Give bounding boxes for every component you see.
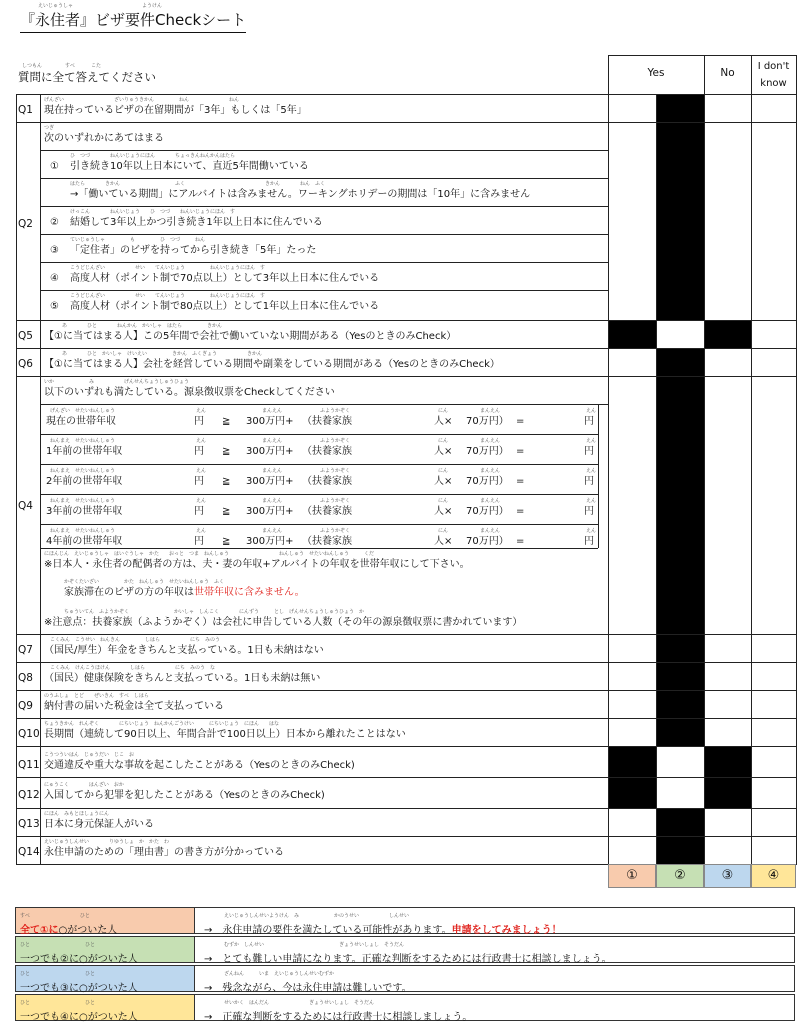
legend-row [15, 994, 795, 1021]
legend-right-text [204, 921, 562, 936]
legend-left-cell [16, 937, 195, 965]
grid-line [796, 55, 797, 864]
instruction-ruby-kotae: こた [91, 63, 102, 69]
grid-line [16, 94, 17, 864]
legend-right-text [204, 950, 612, 965]
q9-number: Q9 [18, 700, 33, 712]
q1-ruby: げんざい ざいりゅうきかん ねん ねん [44, 97, 240, 103]
grid-line [16, 808, 797, 809]
col-header-no: No [720, 67, 735, 79]
q7-ruby: こくみん こうせい ねんきん しはら にち みのう [50, 637, 221, 643]
q6-text: 【①に当てはまる人】会社を経営している期間や副業をしている期間がある（YesのときのみCheck） [44, 359, 500, 370]
q12-text: 入国してから犯罪を犯したことがある（YesのときのみCheck) [44, 790, 325, 801]
grid-line [16, 320, 797, 321]
legend-arrow: → [204, 925, 213, 936]
legend-arrow: → [204, 1012, 213, 1023]
q2-item-3-mark: ③ [50, 245, 59, 256]
legend-left-ruby: ひと ひと [20, 1000, 96, 1006]
q4-row-yen2: 円 [584, 476, 594, 487]
legend-right-main: 残念ながら、今は永住申請は難しいです。 [222, 983, 412, 994]
q4-row-fuyo: （扶養家族 [302, 536, 352, 547]
q4-row-yen2: 円 [584, 446, 594, 457]
grid-line [40, 150, 608, 151]
q11-text: 交通違反や重大な事故を起こしたことがある（YesのときのみCheck) [44, 760, 355, 771]
q4-row-geq: ≧ [222, 446, 231, 457]
q13-number: Q13 [18, 818, 40, 830]
q4-row-yen-ruby: えん [196, 528, 207, 534]
grid-line [40, 206, 608, 207]
legend-left-post: ○がついた人 [78, 1012, 138, 1023]
legend-right-main: とても難しい申請になります。正確な判断をするためには行政書士に相談しましょう。 [222, 954, 612, 965]
q4-row-per-amount: 70万円） [466, 476, 509, 487]
legend-left-cell [16, 966, 195, 994]
col-number-3: ③ [704, 864, 751, 888]
legend-left-text [20, 1008, 138, 1023]
q2-item-2-mark: ② [50, 217, 59, 228]
title-ruby-yoken: ようけん [142, 3, 163, 9]
q4-row-yen2-ruby: えん [586, 528, 597, 534]
q4-row-per-ruby: にん [438, 438, 449, 444]
grid-line [704, 55, 705, 864]
q4-row-per-ruby: にん [438, 528, 449, 534]
q4-row-eq: = [516, 476, 525, 487]
q2-intro-ruby: つぎ [44, 125, 55, 131]
legend-right-main: 正確な判断をするためには行政書士に相談しましょう。 [222, 1012, 473, 1023]
grid-line [16, 777, 797, 778]
q4-row-yen2-ruby: えん [586, 468, 597, 474]
q4-row-yen-ruby: えん [196, 468, 207, 474]
instruction-text: 質問に全て答えてください [18, 70, 156, 84]
q4-row-yen-ruby: えん [196, 438, 207, 444]
col-number-2: ② [656, 864, 704, 888]
legend-left-post: ○がついた人 [78, 954, 138, 965]
q14-text: 永住申請のための「理由書」の書き方が分かっている [44, 847, 284, 858]
grid-line [40, 404, 608, 405]
q4-note2-red: 世帯年収に含みません。 [194, 587, 305, 598]
legend-left-post: ○がついた人 [58, 925, 118, 936]
q4-row-yen: 円 [194, 506, 204, 517]
q4-row-per-amount: 70万円） [466, 416, 509, 427]
q4-row-yen-ruby: えん [196, 408, 207, 414]
q14-number: Q14 [18, 846, 40, 858]
grid-line [40, 178, 608, 179]
q4-row-label-ruby: げんざい せたいねんしゅう [50, 408, 116, 414]
q2-item-1-text: 引き続き10年以上日本にいて、直近5年間働いている [70, 161, 309, 172]
grid-line [40, 494, 598, 495]
legend-right-ruby: せいかく はんだん ぎょうせいしょし そうだん [224, 1000, 375, 1006]
q11-number: Q11 [18, 759, 40, 771]
q2-item-1-mark: ① [50, 161, 59, 172]
q4-row-label: 1年前の世帯年収 [46, 446, 123, 457]
q4-row-fuyo-ruby: ふようかぞく [320, 468, 351, 474]
q4-row-label-ruby: ねんまえ せたいねんしゅう [50, 498, 116, 504]
q4-row-geq: ≧ [222, 416, 231, 427]
grid-line [40, 464, 598, 465]
q1-number: Q1 [18, 104, 33, 116]
q4-row-per: 人× [434, 416, 453, 427]
q4-note1-ruby: にほんじん えいじゅうしゃ はいぐうしゃ かた おっと つま ねんしゅう ねんしゅう せたいねんしゅう くだ [44, 551, 375, 557]
q7-text: （国民/厚生）年金をきちんと支払っている。1日も未納はない [44, 645, 324, 656]
legend-right-main: 永住申請の要件を満たしている可能性があります。 [222, 925, 452, 936]
q9-text: 納付書の届いた税金は全て支払っている [44, 701, 224, 712]
q4-row-yen2-ruby: えん [586, 408, 597, 414]
q4-row-per-amount-ruby: まんえん [480, 408, 501, 414]
col-number-4: ④ [751, 864, 796, 888]
q4-row-base-ruby: まんえん [262, 468, 283, 474]
q4-row-eq: = [516, 446, 525, 457]
q4-row-per-amount-ruby: まんえん [480, 528, 501, 534]
q4-row-base-ruby: まんえん [262, 438, 283, 444]
instruction-ruby-shitsumon: しつもん [22, 63, 43, 69]
black-cell-yes1-q5 [608, 320, 656, 348]
q4-row-base: 300万円+ [246, 536, 294, 547]
q2-item-note-ruby: はたら きかん ふく きかん ねん ふく [70, 181, 326, 187]
q4-row-per: 人× [434, 506, 453, 517]
q4-row-fuyo: （扶養家族 [302, 416, 352, 427]
q1-text: 現在持っているビザの在留期間が「3年」もしくは「5年」 [44, 105, 307, 116]
q4-row-fuyo-ruby: ふようかぞく [320, 408, 351, 414]
q14-ruby: えいじゅうしんせい りゆうしょ か かた わ [44, 839, 170, 845]
black-cell-yes2-q6q10 [656, 348, 704, 746]
q6-number: Q6 [18, 358, 33, 370]
q10-text: 長期間（連続して90日以上、年間合計で100日以上）日本から離れたことはない [44, 729, 406, 740]
q10-number: Q10 [18, 728, 40, 740]
grid-line [40, 262, 608, 263]
q2-item-5-text: 高度人材（ポイント制で80点以上）として1年以上日本に住んでいる [70, 301, 380, 312]
q12-number: Q12 [18, 789, 40, 801]
q4-row-label-ruby: ねんまえ せたいねんしゅう [50, 468, 116, 474]
q4-row-yen: 円 [194, 416, 204, 427]
q8-ruby: こくみん けんこうほけん しはら にち みのう な [50, 665, 216, 671]
grid-line [40, 94, 41, 864]
grid-line [40, 234, 608, 235]
q11-ruby: こうつういはん じゅうだい じこ お [44, 752, 135, 758]
q4-row-base: 300万円+ [246, 416, 294, 427]
grid-line [608, 55, 609, 864]
q2-item-3-ruby: ていじゅうしゃ も ひ つづ ねん [70, 237, 206, 243]
grid-line [16, 348, 797, 349]
q4-row-fuyo-ruby: ふようかぞく [320, 438, 351, 444]
black-cell-yes2-q1q2 [656, 94, 704, 320]
legend-left-ruby: すべ ひと [20, 913, 90, 919]
q9-ruby: のうふしょ とど ぜいきん すべ しはら [44, 693, 149, 699]
q4-row-per: 人× [434, 446, 453, 457]
q2-number: Q2 [18, 218, 33, 230]
q4-row-base-ruby: まんえん [262, 528, 283, 534]
legend-right-ruby: えいじゅうしんせいようけん み かのうせい しんせい [224, 913, 410, 919]
q4-note3: ※注意点：扶養家族（ふようかぞく）は会社に申告している人数（その年の源泉徴収票に書かれています） [44, 617, 523, 628]
q5-text: 【①に当てはまる人】この5年間で会社で働いていない期間がある（YesのときのみCheck） [44, 331, 457, 342]
legend-right-text [204, 1008, 472, 1023]
legend-left-post: ○がついた人 [78, 983, 138, 994]
q4-note1: ※日本人・永住者の配偶者の方は、夫・妻の年収+アルバイトの年収を世帯年収にして下さい。 [44, 559, 470, 570]
q4-row-yen: 円 [194, 536, 204, 547]
grid-line [16, 94, 797, 95]
q4-row-eq: = [516, 506, 525, 517]
q4-note2-ruby: かぞくたいざい かた ねんしゅう せたいねんしゅう ふく [64, 579, 225, 585]
q8-number: Q8 [18, 672, 33, 684]
grid-line [751, 55, 752, 864]
q4-row-per-ruby: にん [438, 468, 449, 474]
q4-row-yen2-ruby: えん [586, 438, 597, 444]
legend-row [15, 936, 795, 963]
legend-left-text [20, 921, 117, 936]
grid-line [16, 376, 797, 377]
grid-line [598, 404, 599, 548]
q13-ruby: にほん みもとほしょうにん [44, 811, 110, 817]
q4-row-label: 2年前の世帯年収 [46, 476, 123, 487]
q4-row-per-amount-ruby: まんえん [480, 498, 501, 504]
q2-item-2-text: 結婚して3年以上かつ引き続き1年以上日本に住んでいる [70, 217, 323, 228]
legend-right-ruby: むずか しんせい ぎょうせいしょし そうだん [224, 942, 405, 948]
q2-item-1-ruby: ひ つづ ねんいじょうにほん ちょっきんねんかんはたら [70, 153, 236, 159]
q2-item-3-text: 「定住者」のビザを持ってから引き続き「5年」たった [70, 245, 317, 256]
q4-row-geq: ≧ [222, 506, 231, 517]
q4-row-base: 300万円+ [246, 506, 294, 517]
q4-note2-black: 家族滞在のビザの方の年収は [64, 587, 194, 598]
grid-line [16, 690, 797, 691]
legend-right-text [204, 979, 412, 994]
q2-intro: 次のいずれかにあてはまる [44, 133, 164, 144]
q5-number: Q5 [18, 330, 33, 342]
q4-number: Q4 [18, 500, 33, 512]
q2-item-4-text: 高度人材（ポイント制で70点以上）として3年以上日本に住んでいる [70, 273, 380, 284]
grid-line [16, 634, 797, 635]
legend-left-text [20, 950, 138, 965]
q10-ruby: ちょうきかん れんぞく にちいじょう ねんかんごうけい にちいじょう にほん はな [44, 721, 280, 727]
q4-row-yen2: 円 [584, 416, 594, 427]
q4-row-geq: ≧ [222, 536, 231, 547]
q4-row-yen2: 円 [584, 506, 594, 517]
q5-ruby: あ ひと ねんかん かいしゃ はたら きかん [62, 323, 223, 329]
grid-line [16, 662, 797, 663]
q2-item-2-ruby: けっこん ねんいじょう ひ つづ ねんいじょうにほん す [70, 209, 236, 215]
q4-row-base: 300万円+ [246, 476, 294, 487]
q4-row-per-amount-ruby: まんえん [480, 468, 501, 474]
page-title: 『永住者』ビザ要件Checkシート [20, 10, 246, 33]
q4-row-base: 300万円+ [246, 446, 294, 457]
legend-left-ruby: ひと ひと [20, 942, 96, 948]
q13-text: 日本に身元保証人がいる [44, 819, 154, 830]
q4-row-fuyo: （扶養家族 [302, 506, 352, 517]
black-cell-no-q5 [704, 320, 751, 348]
q4-row-per-amount: 70万円） [466, 536, 509, 547]
legend-left-ruby: ひと ひと [20, 971, 96, 977]
instruction-ruby-subete: すべ [65, 63, 75, 69]
q4-intro-ruby: いか み げんせんちょうしゅうひょう [44, 379, 190, 385]
q6-ruby: あ ひと かいしゃ けいえい きかん ふくぎょう きかん [62, 351, 263, 357]
col-number-1: ① [608, 864, 656, 888]
q7-number: Q7 [18, 644, 33, 656]
legend-arrow: → [204, 983, 213, 994]
q4-row-per-amount: 70万円） [466, 446, 509, 457]
grid-line [40, 290, 608, 291]
q4-note2 [64, 586, 305, 600]
q4-row-yen2: 円 [584, 536, 594, 547]
q4-row-yen-ruby: えん [196, 498, 207, 504]
q2-item-4-mark: ④ [50, 273, 59, 284]
q4-row-per-amount-ruby: まんえん [480, 438, 501, 444]
q4-row-yen: 円 [194, 476, 204, 487]
q4-row-label-ruby: ねんまえ せたいねんしゅう [50, 528, 116, 534]
legend-left-pre: 一つでも②に [20, 954, 79, 965]
q4-row-fuyo: （扶養家族 [302, 476, 352, 487]
q2-item-note-text: →「働いている期間」にアルバイトは含みません。ワーキングホリデーの期間は「10年」に含みません [70, 189, 531, 200]
q4-row-per-ruby: にん [438, 498, 449, 504]
grid-line [40, 524, 598, 525]
q4-row-fuyo: （扶養家族 [302, 446, 352, 457]
q4-row-geq: ≧ [222, 476, 231, 487]
grid-line [40, 434, 598, 435]
q4-row-per: 人× [434, 476, 453, 487]
q4-row-per-amount: 70万円） [466, 506, 509, 517]
grid-line [16, 718, 797, 719]
legend-right-emph: 申請をしてみましょう！ [451, 925, 562, 936]
q2-item-5-ruby: こうどじんざい せい てんいじょう ねんいじょうにほん す [70, 293, 266, 299]
legend-row [15, 965, 795, 992]
q4-row-fuyo-ruby: ふようかぞく [320, 528, 351, 534]
grid-line [656, 94, 657, 864]
q4-row-label: 現在の世帯年収 [46, 416, 116, 427]
q8-text: （国民）健康保険をきちんと支払っている。1日も未納は無い [44, 673, 321, 684]
legend-right-ruby: ざんねん いま えいじゅうしんせいむずか [224, 971, 335, 977]
title-ruby-eijusha: えいじゅうしゃ [38, 3, 74, 9]
legend-left-pre: 一つでも④に [20, 1012, 79, 1023]
legend-left-pre: 一つでも③に [20, 983, 79, 994]
q4-row-yen: 円 [194, 446, 204, 457]
q4-row-base-ruby: まんえん [262, 408, 283, 414]
grid-line [16, 746, 797, 747]
q4-row-per-ruby: にん [438, 408, 449, 414]
col-header-dontknow: I don't know [757, 61, 790, 89]
grid-line [16, 836, 797, 837]
legend-left-text [20, 979, 138, 994]
grid-line [16, 122, 797, 123]
q4-row-per: 人× [434, 536, 453, 547]
legend-arrow: → [204, 954, 213, 965]
q4-row-yen2-ruby: えん [586, 498, 597, 504]
legend-left-pre: 全て①に [20, 925, 59, 936]
q4-row-fuyo-ruby: ふようかぞく [320, 498, 351, 504]
q4-row-label: 3年前の世帯年収 [46, 506, 123, 517]
q4-row-eq: = [516, 536, 525, 547]
q2-item-4-ruby: こうどじんざい せい てんいじょう ねんいじょうにほん す [70, 265, 266, 271]
q4-row-eq: = [516, 416, 525, 427]
q2-item-5-mark: ⑤ [50, 301, 59, 312]
q4-row-label: 4年前の世帯年収 [46, 536, 123, 547]
col-header-yes: Yes [647, 67, 665, 79]
q4-intro: 以下のいずれも満たしている。源泉徴収票をCheckしてください [44, 387, 335, 398]
grid-line [608, 55, 797, 56]
legend-row [15, 907, 795, 934]
q4-row-base-ruby: まんえん [262, 498, 283, 504]
legend-left-cell [16, 908, 195, 936]
legend-left-cell [16, 995, 195, 1023]
q4-row-label-ruby: ねんまえ せたいねんしゅう [50, 438, 116, 444]
q12-ruby: にゅうこく はんざい おか [44, 782, 124, 788]
q4-note3-ruby: ちゅういてん ふようかぞく かいしゃ しんこく にんずう とし げんせんちょうしゅうひょう か [64, 609, 365, 615]
